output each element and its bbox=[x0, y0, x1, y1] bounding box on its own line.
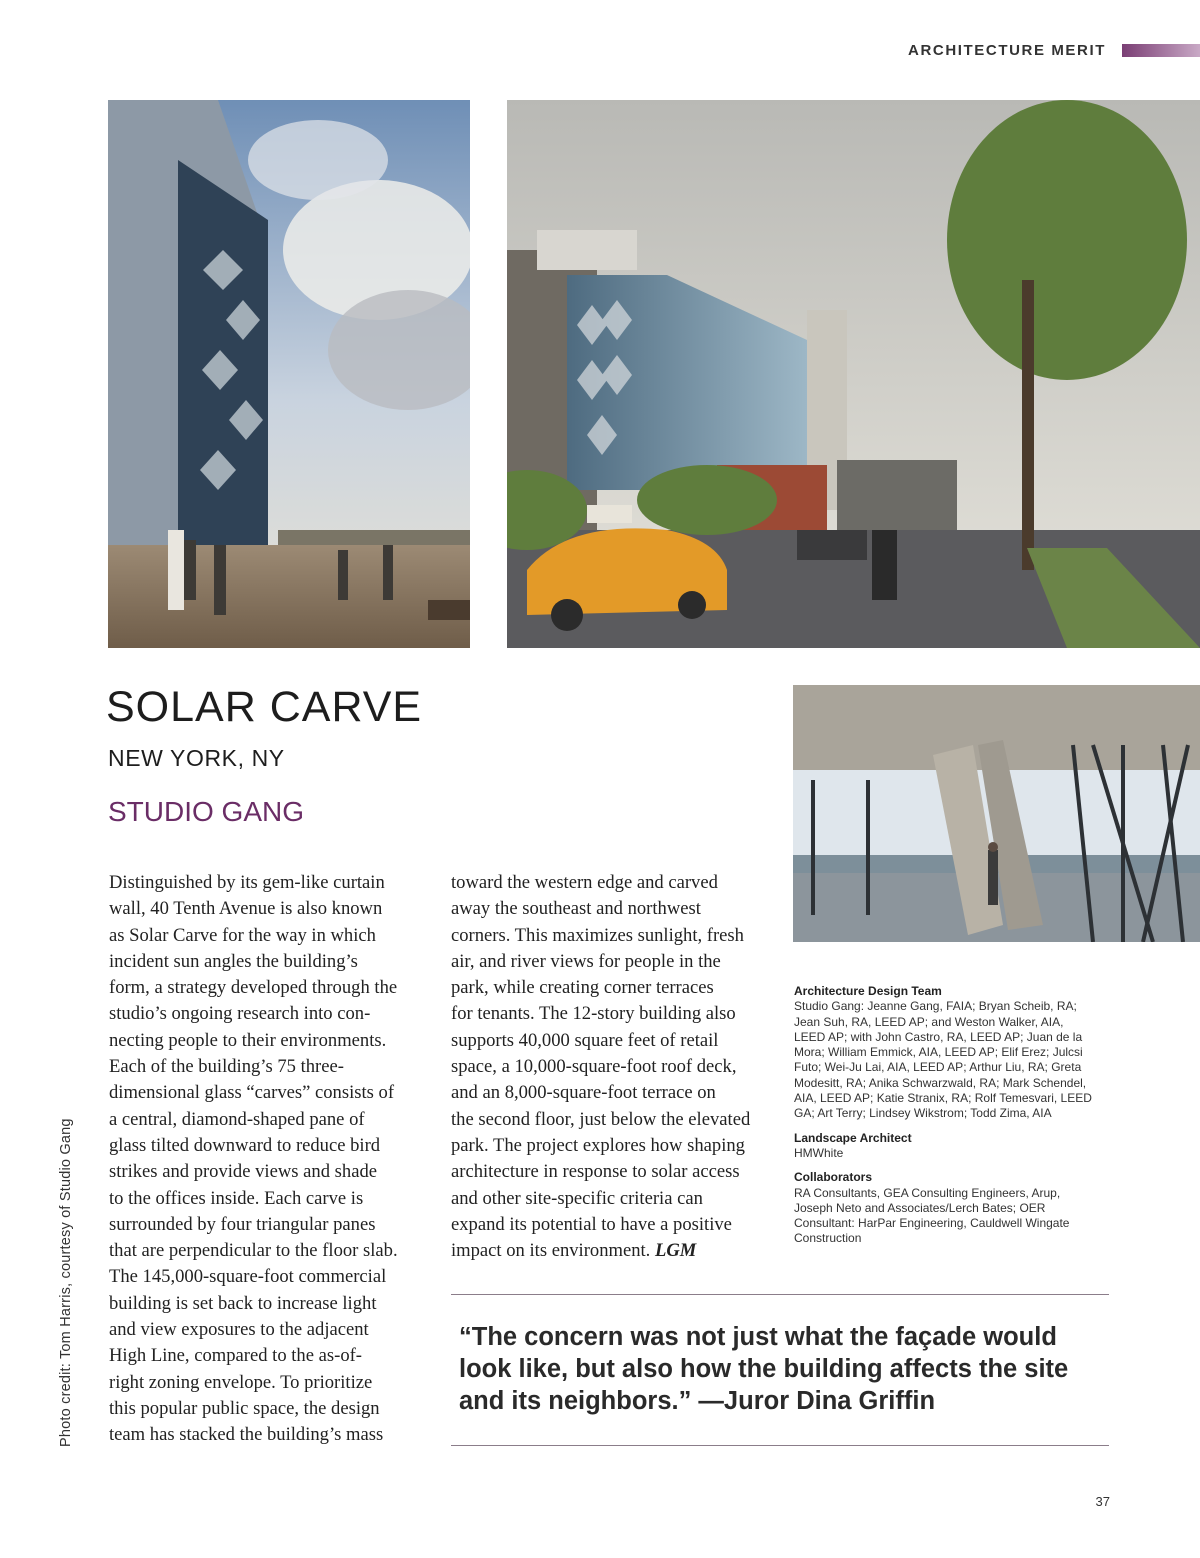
body-line: wall, 40 Tenth Avenue is also known bbox=[109, 898, 383, 920]
quote-rule-bottom bbox=[451, 1445, 1109, 1446]
credit-line: LEED AP; with John Castro, RA, LEED AP; Juan de la bbox=[794, 1029, 1083, 1044]
body-line: supports 40,000 square feet of retail bbox=[451, 1029, 719, 1051]
credit-line: Consultant: HarPar Engineering, Cauldwell Wingate bbox=[794, 1216, 1070, 1231]
body-line: and an 8,000-square-foot terrace on bbox=[451, 1082, 716, 1104]
body-line: as Solar Carve for the way in which bbox=[109, 924, 376, 946]
photo-high-line-promenade bbox=[108, 100, 470, 648]
body-line: for tenants. The 12-story building also bbox=[451, 1003, 736, 1025]
photo-interior-view bbox=[793, 685, 1200, 942]
body-line: team has stacked the building’s mass bbox=[109, 1424, 384, 1446]
body-line: to the offices inside. Each carve is bbox=[109, 1187, 364, 1209]
body-line: High Line, compared to the as-of- bbox=[109, 1345, 362, 1367]
body-column-2 bbox=[451, 870, 773, 1264]
body-line: and view exposures to the adjacent bbox=[109, 1319, 369, 1341]
credit-line: Studio Gang: Jeanne Gang, FAIA; Bryan Scheib, RA; bbox=[794, 999, 1077, 1014]
landscape-value: HMWhite bbox=[794, 1145, 844, 1160]
body-line: park. The project explores how shaping bbox=[451, 1134, 745, 1156]
body-column-1 bbox=[109, 870, 427, 1449]
collaborators-group bbox=[794, 1170, 1120, 1246]
body-line: park, while creating corner terraces bbox=[451, 977, 714, 999]
body-line: dimensional glass “carves” consists of bbox=[109, 1082, 395, 1104]
credit-line: GA; Art Terry; Lindsey Wikstrom; Todd Zima, AIA bbox=[794, 1106, 1052, 1121]
design-team-heading: Architecture Design Team bbox=[794, 984, 942, 998]
design-team-group bbox=[794, 984, 1120, 1122]
project-location: NEW YORK, NY bbox=[108, 745, 285, 771]
body-line: expand its potential to have a positive bbox=[451, 1213, 732, 1235]
body-line: Distinguished by its gem-like curtain bbox=[109, 872, 385, 893]
body-line: toward the western edge and carved bbox=[451, 872, 718, 893]
body-last-text: impact on its environment. bbox=[451, 1240, 651, 1262]
body-line: this popular public space, the design bbox=[109, 1397, 380, 1419]
body-line-last bbox=[451, 1238, 773, 1264]
body-line: air, and river views for people in the bbox=[451, 950, 721, 972]
quote-rule-top bbox=[451, 1294, 1109, 1295]
credit-line: Futo; Wei-Ju Lai, AIA, LEED AP; Arthur Liu, RA; Greta bbox=[794, 1060, 1082, 1075]
body-line: incident sun angles the building’s bbox=[109, 950, 358, 972]
body-line: architecture in response to solar access bbox=[451, 1161, 740, 1183]
body-line: that are perpendicular to the floor slab. bbox=[109, 1240, 398, 1262]
body-line: The 145,000-square-foot commercial bbox=[109, 1266, 387, 1288]
body-line: glass tilted downward to reduce bird bbox=[109, 1134, 381, 1156]
body-line: surrounded by four triangular panes bbox=[109, 1213, 376, 1235]
section-label: ARCHITECTURE MERIT bbox=[908, 42, 1106, 59]
body-line: Each of the building’s 75 three- bbox=[109, 1056, 344, 1078]
landscape-group bbox=[794, 1131, 1120, 1162]
credit-line: Modesitt, RA; Anika Schwarzwald, RA; Mark Schendel, bbox=[794, 1075, 1087, 1090]
credit-line: Construction bbox=[794, 1231, 862, 1246]
body-line: necting people to their environments. bbox=[109, 1029, 387, 1051]
credit-line: Jean Suh, RA, LEED AP; and Weston Walker, AIA, bbox=[794, 1014, 1064, 1029]
credit-line: AIA, LEED AP; Katie Stranix, RA; Rolf Temesvari, LEED bbox=[794, 1091, 1092, 1106]
juror-quote: “The concern was not just what the façade would look like, but also how the building affects the site and its neighbors.” —Juror Dina Griffin bbox=[459, 1323, 1069, 1415]
body-line: right zoning envelope. To prioritize bbox=[109, 1371, 373, 1393]
project-credits bbox=[794, 984, 1120, 1256]
author-signature: LGM bbox=[655, 1240, 697, 1262]
body-line: studio’s ongoing research into con- bbox=[109, 1003, 371, 1025]
page-number: 37 bbox=[1095, 1494, 1110, 1509]
landscape-heading: Landscape Architect bbox=[794, 1130, 912, 1145]
credit-line: RA Consultants, GEA Consulting Engineers, Arup, bbox=[794, 1185, 1061, 1200]
body-line: a central, diamond-shaped pane of bbox=[109, 1108, 365, 1130]
body-line: and other site-specific criteria can bbox=[451, 1187, 703, 1209]
project-title: SOLAR CARVE bbox=[106, 683, 423, 731]
body-line: the second floor, just below the elevated bbox=[451, 1108, 751, 1130]
photo-credit: Photo credit: Tom Harris, courtesy of Studio Gang bbox=[58, 1118, 74, 1447]
body-line: away the southeast and northwest bbox=[451, 898, 701, 920]
body-line: strikes and provide views and shade bbox=[109, 1161, 377, 1183]
photo-street-view bbox=[507, 100, 1200, 648]
credit-line: Mora; William Emmick, AIA, LEED AP; Elif Erez; Julcsi bbox=[794, 1045, 1083, 1060]
project-firm: STUDIO GANG bbox=[108, 796, 305, 827]
body-line: space, a 10,000-square-foot roof deck, bbox=[451, 1056, 737, 1078]
collaborators-heading: Collaborators bbox=[794, 1170, 873, 1185]
body-line: corners. This maximizes sunlight, fresh bbox=[451, 924, 744, 946]
body-line: form, a strategy developed through the bbox=[109, 977, 398, 999]
body-line: building is set back to increase light bbox=[109, 1292, 377, 1314]
credit-line: Joseph Neto and Associates/Lerch Bates; OER bbox=[794, 1200, 1046, 1215]
section-accent-bar bbox=[1122, 44, 1200, 57]
